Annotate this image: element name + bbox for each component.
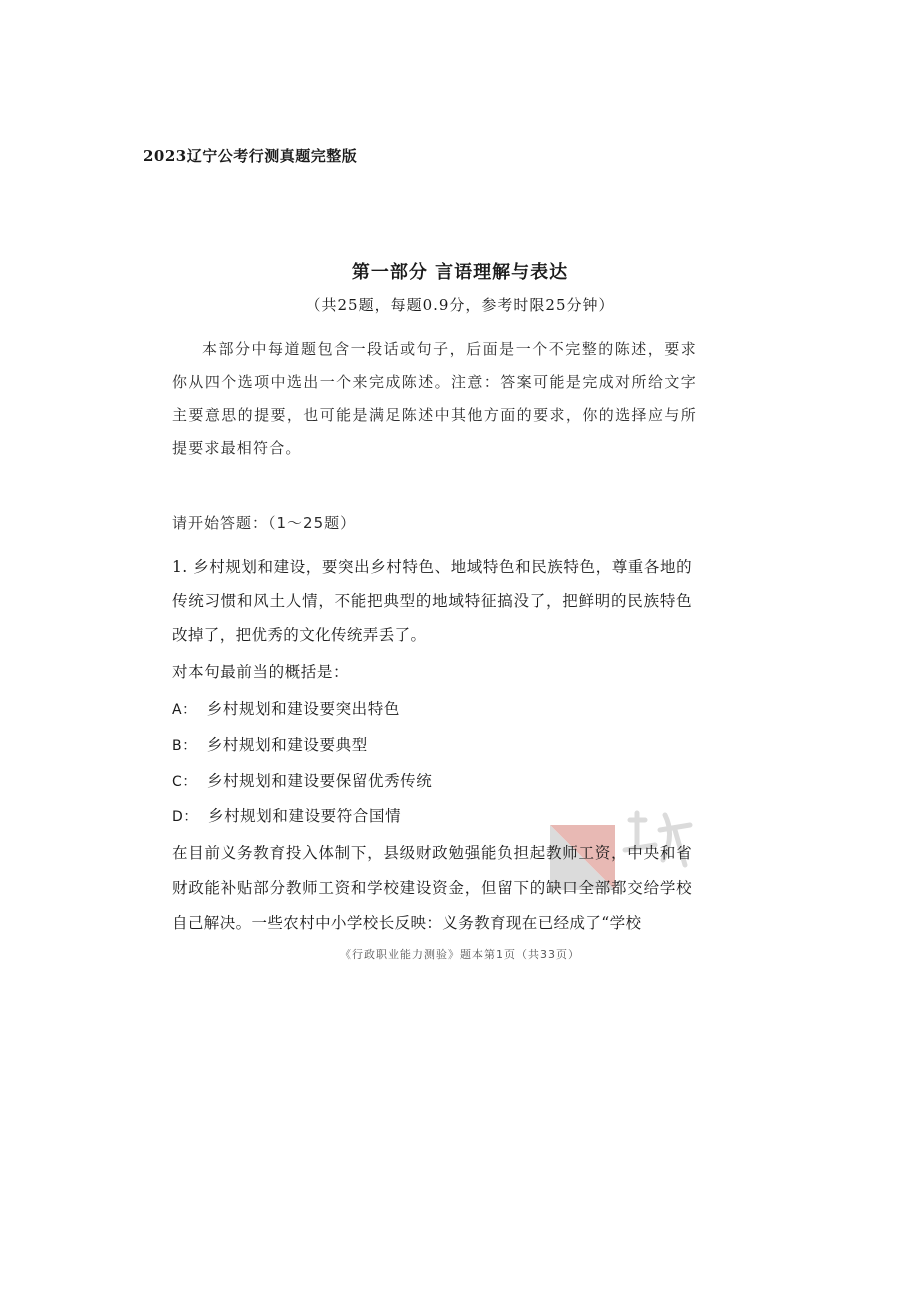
option-c — [172, 769, 432, 791]
document-title: 2023辽宁公考行测真题完整版 — [143, 147, 358, 165]
option-d-letter: D： — [172, 809, 198, 825]
option-a — [172, 697, 400, 719]
option-a-letter: A： — [172, 702, 197, 718]
option-c-text: 乡村规划和建设要保留优秀传统 — [206, 772, 433, 790]
option-b-letter: B： — [172, 738, 197, 754]
start-instruction: 请开始答题：（1～25题） — [172, 514, 357, 532]
passage-2: 在目前义务教育投入体制下，县级财政勉强能负担起教师工资，中央和省财政能补贴部分教师工资和学校建设资金，但留下的缺口全部都交给学校自己解决。一些农村中小学校长反映：义务教育现在已经成了“学校 — [172, 844, 692, 932]
option-b — [172, 733, 368, 755]
section-instructions: 本部分中每道题包含一段话或句子，后面是一个不完整的陈述，要求你从四个选项中选出一个来完成陈述。注意：答案可能是完成对所给文字主要意思的提要，也可能是满足陈述中其他方面的要求，你的选择应与所提要求最相符合。 — [172, 340, 697, 457]
option-d — [172, 804, 401, 826]
section-subheading: （共25题，每题0.9分，参考时限25分钟） — [305, 296, 615, 314]
page-footer: 《行政职业能力测验》题本第1页（共33页） — [340, 948, 580, 961]
question-1-stem: 1. 乡村规划和建设，要突出乡村特色、地域特色和民族特色，尊重各地的传统习惯和风土人情，不能把典型的地域特征搞没了，把鲜明的民族特色改掉了，把优秀的文化传统弄丢了。 — [172, 558, 692, 644]
option-c-letter: C： — [172, 774, 197, 790]
option-a-text: 乡村规划和建设要突出特色 — [206, 700, 400, 718]
section-heading: 第一部分 言语理解与表达 — [351, 262, 569, 283]
question-1-prompt: 对本句最前当的概括是： — [172, 663, 350, 681]
option-b-text: 乡村规划和建设要典型 — [206, 736, 368, 754]
option-d-text: 乡村规划和建设要符合国情 — [207, 807, 402, 825]
